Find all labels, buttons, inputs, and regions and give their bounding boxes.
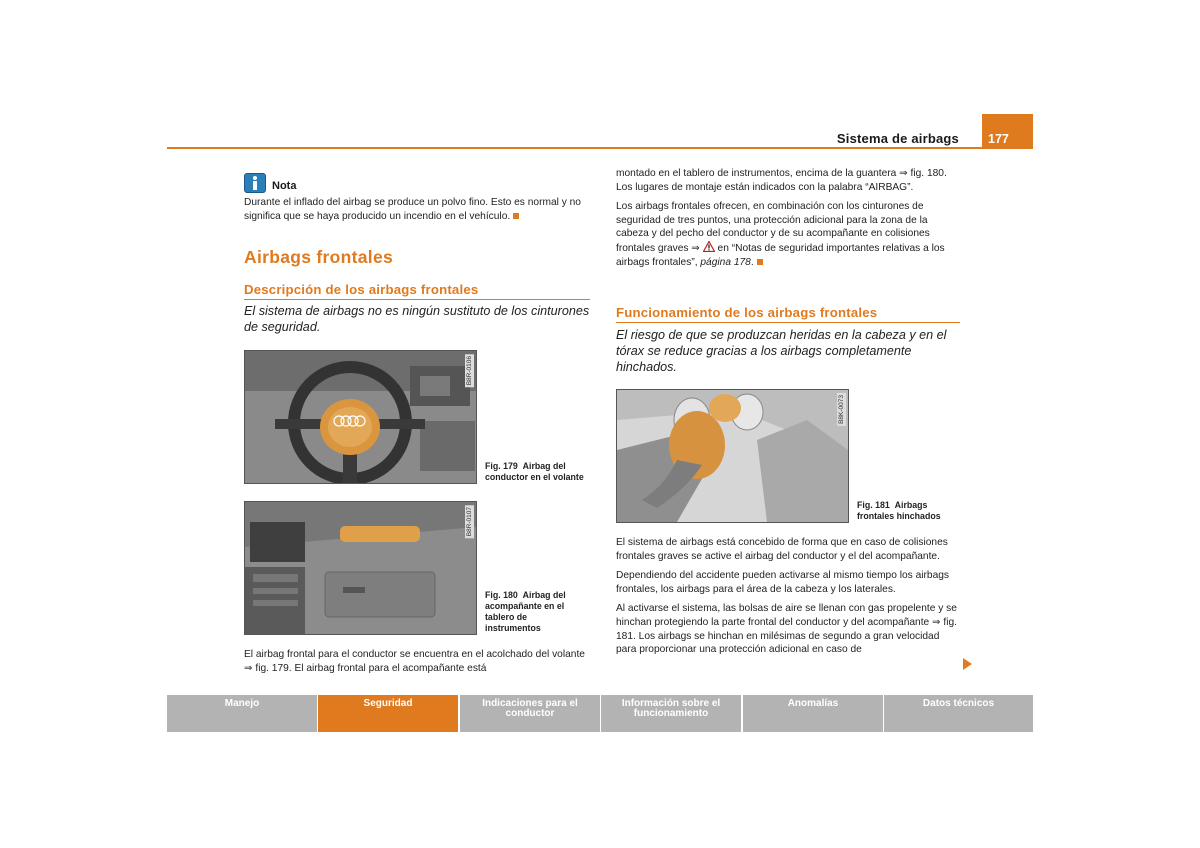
figure-180-code: B8R-0107 xyxy=(466,507,473,537)
figure-179-image xyxy=(244,350,477,484)
tab-informacion[interactable]: Información sobre el funcionamiento xyxy=(601,695,741,732)
figure-180-caption xyxy=(485,590,585,634)
right-paragraph-5: Al activarse el sistema, las bolsas de aire se llenan con gas propelente y se hinchan protegiendo la parte frontal del conductor y del acompañante ⇒ fig. 181. Los airbags se hinchan en milésimas de segundo a gran velocidad para proporcionar una protección adicional en caso de xyxy=(616,603,957,656)
left-bottom-paragraph: El airbag frontal para el conductor se encuentra en el acolchado del volante ⇒ fig. 179. El airbag frontal para el acompañante está xyxy=(244,649,585,674)
figure-179-caption xyxy=(485,461,590,483)
note-label: Nota xyxy=(272,180,297,192)
figure-180-image xyxy=(244,501,477,635)
subheading-rule xyxy=(244,299,590,300)
figure-181-caption-text: Airbags frontales hinchados xyxy=(857,500,941,521)
tab-manejo[interactable]: Manejo xyxy=(167,695,317,732)
figure-181-code: B8K-0073 xyxy=(838,395,845,424)
tab-datos-tecnicos[interactable]: Datos técnicos xyxy=(884,695,1033,732)
right-text-block-top xyxy=(616,167,960,275)
info-icon xyxy=(244,173,266,193)
right-text-block-bottom xyxy=(616,536,960,663)
inflated-airbags-illustration xyxy=(617,390,848,522)
page-reference[interactable]: página 178 xyxy=(700,256,751,268)
right-paragraph-3: El sistema de airbags está concebido de forma que en caso de colisiones frontales graves se active el airbag del conductor y el del acompañante. xyxy=(616,537,948,562)
figure-181-caption xyxy=(857,500,962,522)
figure-181-image xyxy=(616,389,849,523)
left-bottom-text-block xyxy=(244,648,590,681)
page-number: 177 xyxy=(982,114,1033,149)
figure-179-number: Fig. 179 xyxy=(485,461,518,471)
right-paragraph-2: Los airbags frontales ofrecen, en combinación con los cinturones de seguridad de tres puntos, una protección adicional para la zona de la cabeza y del pecho del conductor y de su acompañante en colisiones frontales graves ⇒ en “Notas de seguridad importantes relativas a los airbags frontales”, página 178. xyxy=(616,201,945,268)
header-rule xyxy=(167,147,1033,149)
intro-text-right: El riesgo de que se produzcan heridas en la cabeza y en el tórax se reduce gracias a los airbags completamente hinchados. xyxy=(616,328,947,374)
warning-icon xyxy=(703,241,715,252)
figure-180-caption-text: Airbag del acompañante en el tablero de instrumentos xyxy=(485,590,566,633)
figure-179-code: B8R-0106 xyxy=(466,356,473,386)
intro-text-left: El sistema de airbags no es ningún sustituto de los cinturones de seguridad. xyxy=(244,304,590,334)
section-title: Sistema de airbags xyxy=(836,131,959,146)
right-paragraph-1: montado en el tablero de instrumentos, encima de la guantera ⇒ fig. 180. Los lugares de montaje están indicados con la palabra “AIRBAG”. xyxy=(616,168,947,193)
tab-indicaciones[interactable]: Indicaciones para el conductor xyxy=(460,695,600,732)
figure-179-caption-text: Airbag del conductor en el volante xyxy=(485,461,584,482)
figure-181-number: Fig. 181 xyxy=(857,500,890,510)
subheading-rule-right xyxy=(616,322,960,323)
end-square-icon xyxy=(513,213,519,219)
steering-wheel-illustration xyxy=(245,351,476,483)
tab-anomalias[interactable]: Anomalías xyxy=(743,695,883,732)
subheading-function: Funcionamiento de los airbags frontales xyxy=(616,305,878,320)
tab-seguridad[interactable]: Seguridad xyxy=(318,695,458,732)
figure-180-number: Fig. 180 xyxy=(485,590,518,600)
section-heading: Airbags frontales xyxy=(244,247,394,267)
passenger-dashboard-illustration xyxy=(245,502,476,634)
subheading-description: Descripción de los airbags frontales xyxy=(244,282,479,297)
right-paragraph-4: Dependiendo del accidente pueden activarse al mismo tiempo los airbags frontales, los airbags para el área de la cabeza y los laterales. xyxy=(616,570,949,595)
next-page-arrow-icon[interactable] xyxy=(963,658,972,670)
right-paragraph-2-b: en “Notas de seguridad importantes relativas a los airbags frontales”, xyxy=(616,242,945,268)
note-text: Durante el inflado del airbag se produce un polvo fino. Esto es normal y no significa que se haya producido un incendio en el vehículo. xyxy=(244,197,581,222)
right-paragraph-2-a: Los airbags frontales ofrecen, en combinación con los cinturones de seguridad de tres puntos, una protección adicional para la zona de la cabeza y del pecho del conductor y de su acompañante en colisiones frontales graves ⇒ xyxy=(616,201,930,254)
note-text-block xyxy=(244,196,590,229)
end-square-icon xyxy=(757,259,763,265)
